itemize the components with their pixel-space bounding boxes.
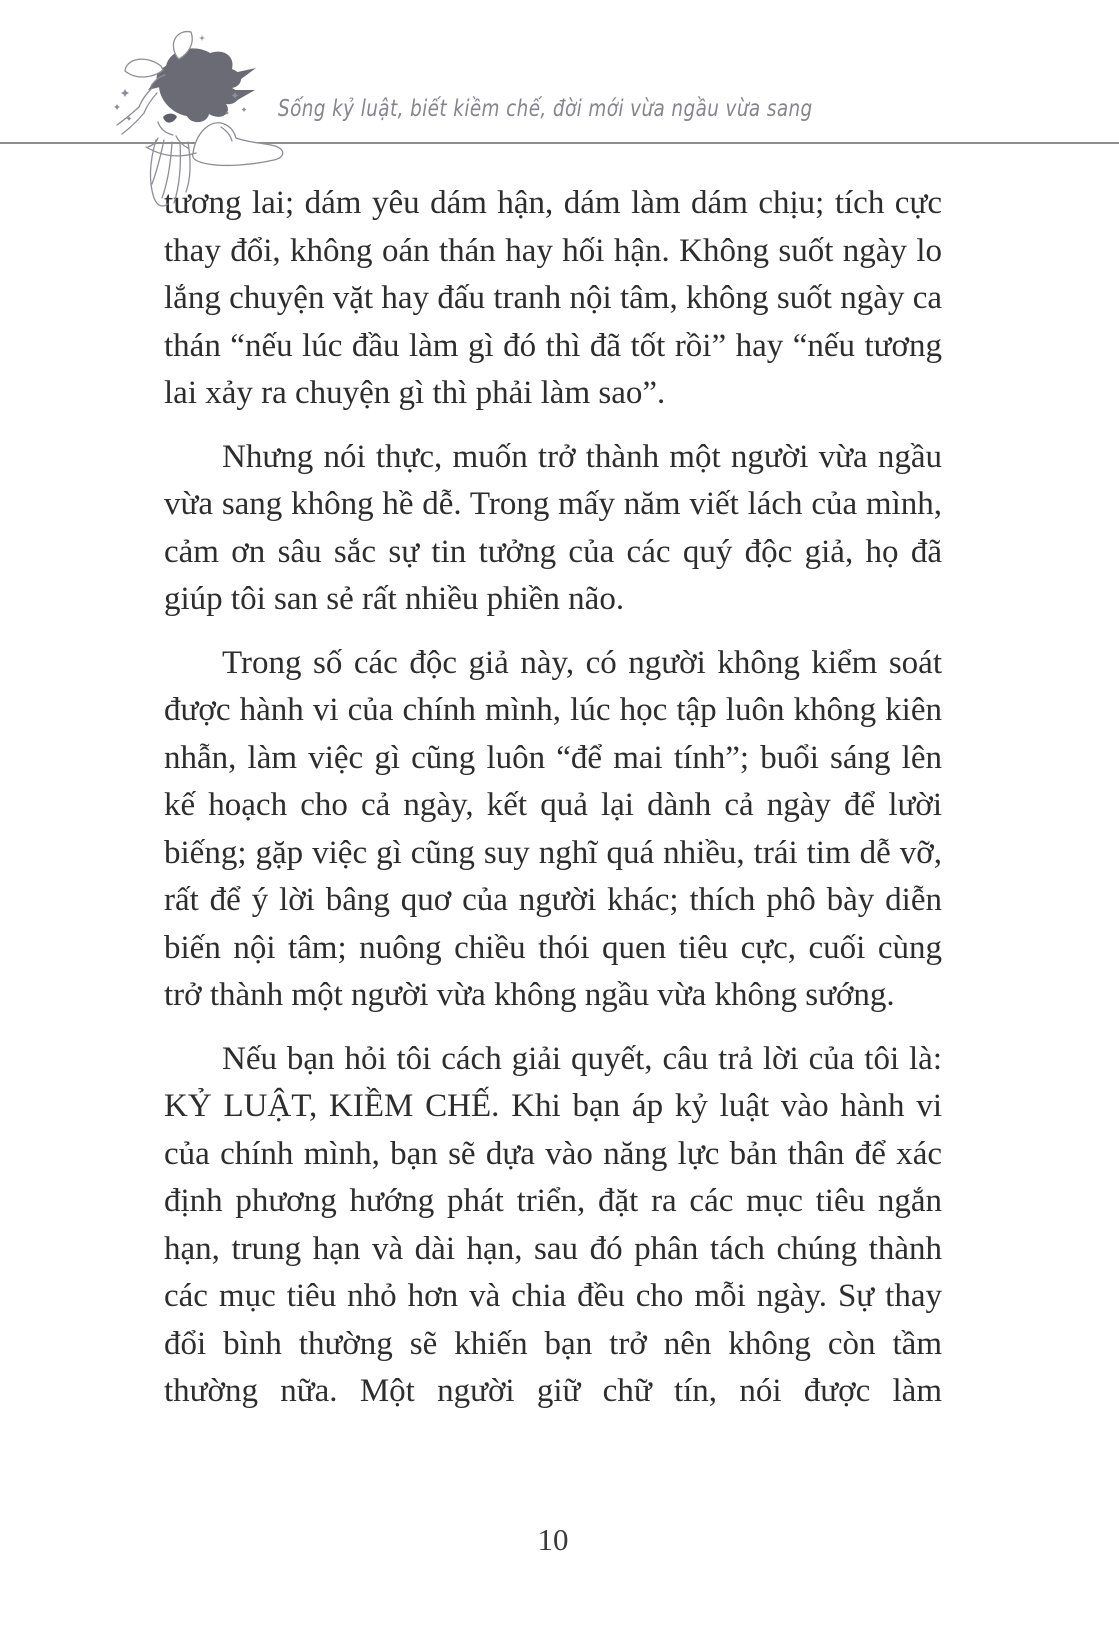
lips	[163, 114, 177, 123]
paragraph: tương lai; dám yêu dám hận, dám làm dám chịu; tích cực thay đổi, không oán thán hay hối hận. Không suốt ngày lo lắng chuyện vặt hay đấu tranh nội tâm, không suốt ngày ca thán “nếu lúc đầu làm gì đó thì đã tốt rồi” hay “nếu tương lai xảy ra chuyện gì thì phải làm sao”.	[164, 185, 942, 411]
woman-illustration	[98, 26, 298, 228]
running-title: Sống kỷ luật, biết kiềm chế, đời mới vừa ngầu vừa sang	[278, 96, 813, 122]
paragraph: Nhưng nói thực, muốn trở thành một người vừa ngầu vừa sang không hề dễ. Trong mấy năm viết lách của mình, cảm ơn sâu sắc sự tin tưởng của các quý độc giả, họ đã giúp tôi san sẻ rất nhiều phiền não.	[164, 438, 942, 617]
page-number: 10	[537, 1522, 569, 1557]
resting-arm	[193, 123, 283, 166]
hair	[157, 48, 241, 122]
dangling-hand	[150, 140, 190, 206]
paragraph: Nếu bạn hỏi tôi cách giải quyết, câu trả lời của tôi là: KỶ LUẬT, KIỀM CHẾ. Khi bạn áp kỷ luật vào hành vi của chính mình, bạn sẽ dựa vào năng lực bản thân để xác định phương hướng phát triển, đặt ra các mục tiêu ngắn hạn, trung hạn và dài hạn, sau đó phân tách chúng thành các mục tiêu nhỏ hơn và chia đều cho mỗi ngày. Sự thay đổi bình thường sẽ khiến bạn trở nên không còn tầm thường nữa. Một người giữ chữ tín, nói được làm	[164, 1040, 942, 1409]
paragraph: Trong số các độc giả này, có người không kiểm soát được hành vi của chính mình, lúc học tập luôn không kiên nhẫn, làm việc gì cũng luôn “để mai tính”; buổi sáng lên kế hoạch cho cả ngày, kết quả lại dành cả ngày để lười biếng; gặp việc gì cũng suy nghĩ quá nhiều, trái tim dễ vỡ, rất để ý lời bâng quơ của người khác; thích phô bày diễn biến nội tâm; nuông chiều thói quen tiêu cực, cuối cùng trở thành một người vừa không ngầu vừa không sướng.	[164, 644, 942, 1013]
body-text	[164, 180, 942, 1416]
